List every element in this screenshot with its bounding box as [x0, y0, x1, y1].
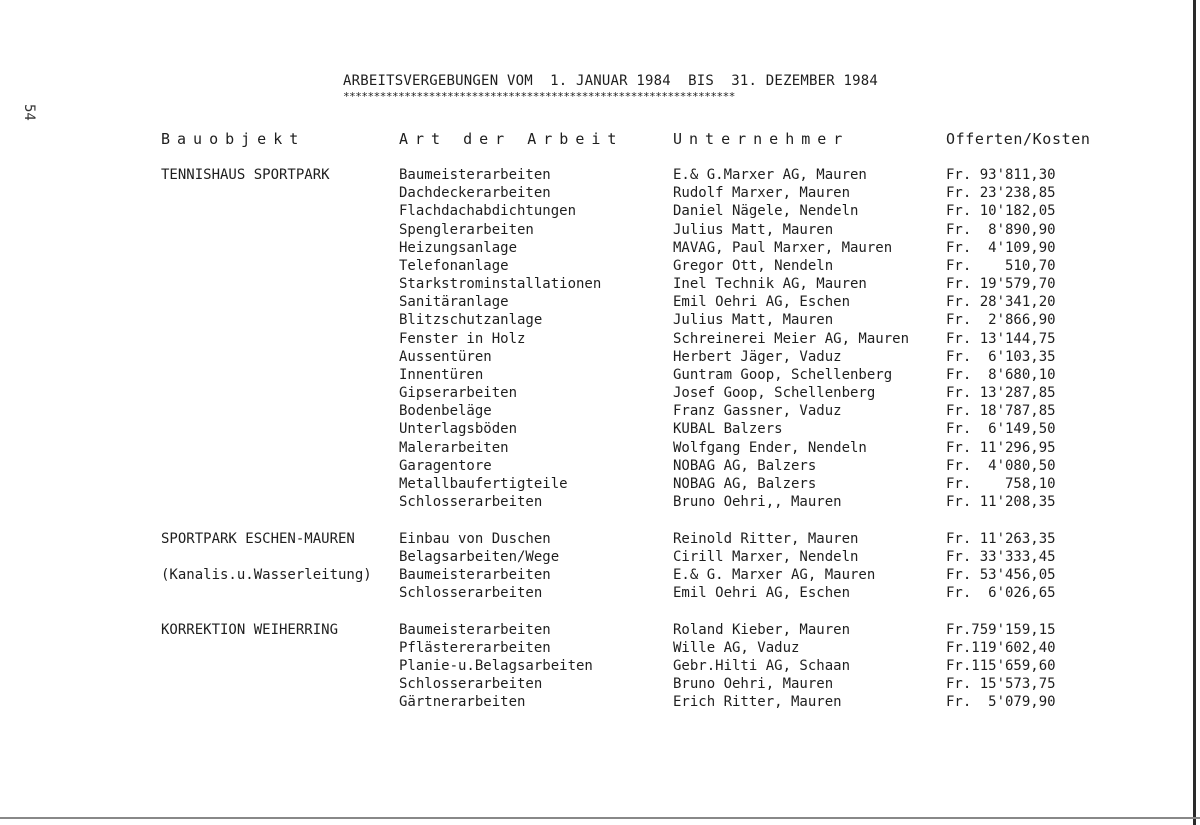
- row-kosten: Fr. 33'333,45: [946, 548, 1056, 565]
- table-row: [0, 493, 1200, 511]
- row-art-der-arbeit: Sanitäranlage: [399, 294, 509, 311]
- table-row: [0, 184, 1200, 202]
- row-art-der-arbeit: Metallbaufertigteile: [399, 475, 568, 492]
- row-kosten: Fr. 8'680,10: [946, 366, 1056, 383]
- row-kosten: Fr.759'159,15: [946, 621, 1056, 638]
- table-row: [0, 475, 1200, 493]
- table-row: [0, 293, 1200, 311]
- row-kosten: Fr. 18'787,85: [946, 403, 1056, 420]
- table-row: [0, 384, 1200, 402]
- row-kosten: Fr. 28'341,20: [946, 294, 1056, 311]
- table-row: [0, 439, 1200, 457]
- row-art-der-arbeit: Blitzschutzanlage: [399, 312, 543, 329]
- row-kosten: Fr. 11'296,95: [946, 439, 1056, 456]
- table-row: [0, 566, 1200, 584]
- row-kosten: Fr. 53'456,05: [946, 567, 1056, 583]
- row-kosten: Fr. 510,70: [946, 257, 1056, 274]
- row-bauobjekt: TENNISHAUS SPORTPARK: [161, 167, 330, 183]
- row-art-der-arbeit: Starkstrominstallationen: [399, 276, 602, 292]
- row-unternehmer: Emil Oehri AG, Eschen: [673, 585, 851, 602]
- row-unternehmer: Josef Goop, Schellenberg: [673, 385, 876, 401]
- table-row: [0, 166, 1200, 184]
- row-kosten: Fr. 2'866,90: [946, 312, 1056, 329]
- row-unternehmer: Rudolf Marxer, Mauren: [673, 185, 851, 202]
- row-kosten: Fr. 5'079,90: [946, 694, 1056, 711]
- table-row: [0, 675, 1200, 693]
- row-unternehmer: Reinold Ritter, Mauren: [673, 530, 859, 547]
- row-kosten: Fr. 758,10: [946, 475, 1056, 492]
- row-art-der-arbeit: Flachdachabdichtungen: [399, 203, 577, 220]
- table-row: [0, 257, 1200, 275]
- header-unternehmer: Unternehmer: [673, 130, 850, 148]
- table-row: [0, 366, 1200, 384]
- table-row: [0, 530, 1200, 548]
- row-art-der-arbeit: Malerarbeiten: [399, 439, 509, 456]
- row-art-der-arbeit: Baumeisterarbeiten: [399, 167, 551, 183]
- table-row: [0, 657, 1200, 675]
- row-unternehmer: Inel Technik AG, Mauren: [673, 276, 867, 292]
- row-unternehmer: Julius Matt, Mauren: [673, 221, 834, 238]
- table-row: [0, 275, 1200, 293]
- row-kosten: Fr. 13'144,75: [946, 330, 1056, 347]
- row-unternehmer: MAVAG, Paul Marxer, Mauren: [673, 239, 893, 256]
- row-unternehmer: Schreinerei Meier AG, Mauren: [673, 330, 910, 347]
- row-bauobjekt: (Kanalis.u.Wasserleitung): [161, 567, 372, 583]
- title-underline: ****************************************************************: [343, 90, 735, 103]
- table-row: [0, 402, 1200, 420]
- row-art-der-arbeit: Belagsarbeiten/Wege: [399, 548, 560, 565]
- row-unternehmer: Erich Ritter, Mauren: [673, 694, 842, 711]
- row-art-der-arbeit: Einbau von Duschen: [399, 530, 551, 547]
- row-art-der-arbeit: Pflästererarbeiten: [399, 639, 551, 656]
- table-row: [0, 330, 1200, 348]
- row-kosten: Fr. 6'026,65: [946, 585, 1056, 602]
- row-kosten: Fr.115'659,60: [946, 658, 1056, 675]
- row-art-der-arbeit: Planie-u.Belagsarbeiten: [399, 658, 593, 675]
- table-row: [0, 457, 1200, 475]
- row-unternehmer: NOBAG AG, Balzers: [673, 475, 817, 492]
- row-art-der-arbeit: Schlosserarbeiten: [399, 494, 543, 511]
- row-unternehmer: Gregor Ott, Nendeln: [673, 257, 834, 274]
- row-kosten: Fr. 10'182,05: [946, 203, 1056, 220]
- row-kosten: Fr. 15'573,75: [946, 676, 1056, 693]
- row-unternehmer: Daniel Nägele, Nendeln: [673, 203, 859, 220]
- row-unternehmer: Herbert Jäger, Vaduz: [673, 348, 842, 365]
- row-art-der-arbeit: Dachdeckerarbeiten: [399, 185, 551, 202]
- row-art-der-arbeit: Aussentüren: [399, 348, 492, 365]
- table-row: [0, 548, 1200, 566]
- row-kosten: Fr. 8'890,90: [946, 221, 1056, 238]
- document-title: ARBEITSVERGEBUNGEN VOM 1. JANUAR 1984 BIS 31. DEZEMBER 1984: [343, 73, 878, 89]
- row-unternehmer: KUBAL Balzers: [673, 421, 783, 438]
- header-art-der-arbeit: Art der Arbeit: [399, 130, 624, 148]
- row-kosten: Fr. 23'238,85: [946, 185, 1056, 202]
- row-unternehmer: Bruno Oehri, Mauren: [673, 676, 834, 693]
- row-art-der-arbeit: Bodenbeläge: [399, 403, 492, 420]
- row-bauobjekt: KORREKTION WEIHERRING: [161, 621, 339, 638]
- row-unternehmer: E.& G.Marxer AG, Mauren: [673, 167, 867, 183]
- table-row: [0, 584, 1200, 602]
- row-art-der-arbeit: Schlosserarbeiten: [399, 676, 543, 693]
- row-unternehmer: Wille AG, Vaduz: [673, 639, 800, 656]
- table-row: [0, 239, 1200, 257]
- row-unternehmer: Wolfgang Ender, Nendeln: [673, 439, 867, 456]
- row-unternehmer: Cirill Marxer, Nendeln: [673, 548, 859, 565]
- row-art-der-arbeit: Gipserarbeiten: [399, 385, 518, 401]
- row-art-der-arbeit: Unterlagsböden: [399, 421, 518, 438]
- table-row: [0, 202, 1200, 220]
- row-art-der-arbeit: Gärtnerarbeiten: [399, 694, 526, 711]
- row-art-der-arbeit: Fenster in Holz: [399, 330, 526, 347]
- header-bauobjekt: Bauobjekt: [161, 130, 306, 148]
- row-kosten: Fr. 4'080,50: [946, 457, 1056, 474]
- row-art-der-arbeit: Spenglerarbeiten: [399, 221, 534, 238]
- row-unternehmer: Julius Matt, Mauren: [673, 312, 834, 329]
- table-row: [0, 420, 1200, 438]
- row-art-der-arbeit: Baumeisterarbeiten: [399, 567, 551, 583]
- row-kosten: Fr. 11'208,35: [946, 494, 1056, 511]
- row-unternehmer: E.& G. Marxer AG, Mauren: [673, 567, 876, 583]
- row-kosten: Fr. 11'263,35: [946, 530, 1056, 547]
- row-unternehmer: Franz Gassner, Vaduz: [673, 403, 842, 420]
- page-edge-bottom: [0, 817, 1200, 819]
- row-unternehmer: Emil Oehri AG, Eschen: [673, 294, 851, 311]
- row-art-der-arbeit: Schlosserarbeiten: [399, 585, 543, 602]
- table-row: [0, 693, 1200, 711]
- row-kosten: Fr. 19'579,70: [946, 276, 1056, 292]
- row-kosten: Fr.119'602,40: [946, 639, 1056, 656]
- table-row: [0, 221, 1200, 239]
- header-offerten-kosten: Offerten/Kosten: [946, 130, 1091, 148]
- row-unternehmer: Roland Kieber, Mauren: [673, 621, 851, 638]
- row-kosten: Fr. 6'103,35: [946, 348, 1056, 365]
- row-art-der-arbeit: Innentüren: [399, 366, 484, 383]
- row-kosten: Fr. 93'811,30: [946, 167, 1056, 183]
- table-row: [0, 348, 1200, 366]
- row-unternehmer: Guntram Goop, Schellenberg: [673, 366, 893, 383]
- row-kosten: Fr. 13'287,85: [946, 385, 1056, 401]
- table-row: [0, 311, 1200, 329]
- table-row: [0, 639, 1200, 657]
- row-art-der-arbeit: Heizungsanlage: [399, 239, 518, 256]
- row-kosten: Fr. 6'149,50: [946, 421, 1056, 438]
- row-kosten: Fr. 4'109,90: [946, 239, 1056, 256]
- table-row: [0, 621, 1200, 639]
- page-number: 54: [21, 104, 37, 121]
- row-unternehmer: Gebr.Hilti AG, Schaan: [673, 658, 851, 675]
- row-bauobjekt: SPORTPARK ESCHEN-MAUREN: [161, 530, 355, 547]
- row-art-der-arbeit: Garagentore: [399, 457, 492, 474]
- row-art-der-arbeit: Baumeisterarbeiten: [399, 621, 551, 638]
- row-art-der-arbeit: Telefonanlage: [399, 257, 509, 274]
- row-unternehmer: NOBAG AG, Balzers: [673, 457, 817, 474]
- row-unternehmer: Bruno Oehri,, Mauren: [673, 494, 842, 511]
